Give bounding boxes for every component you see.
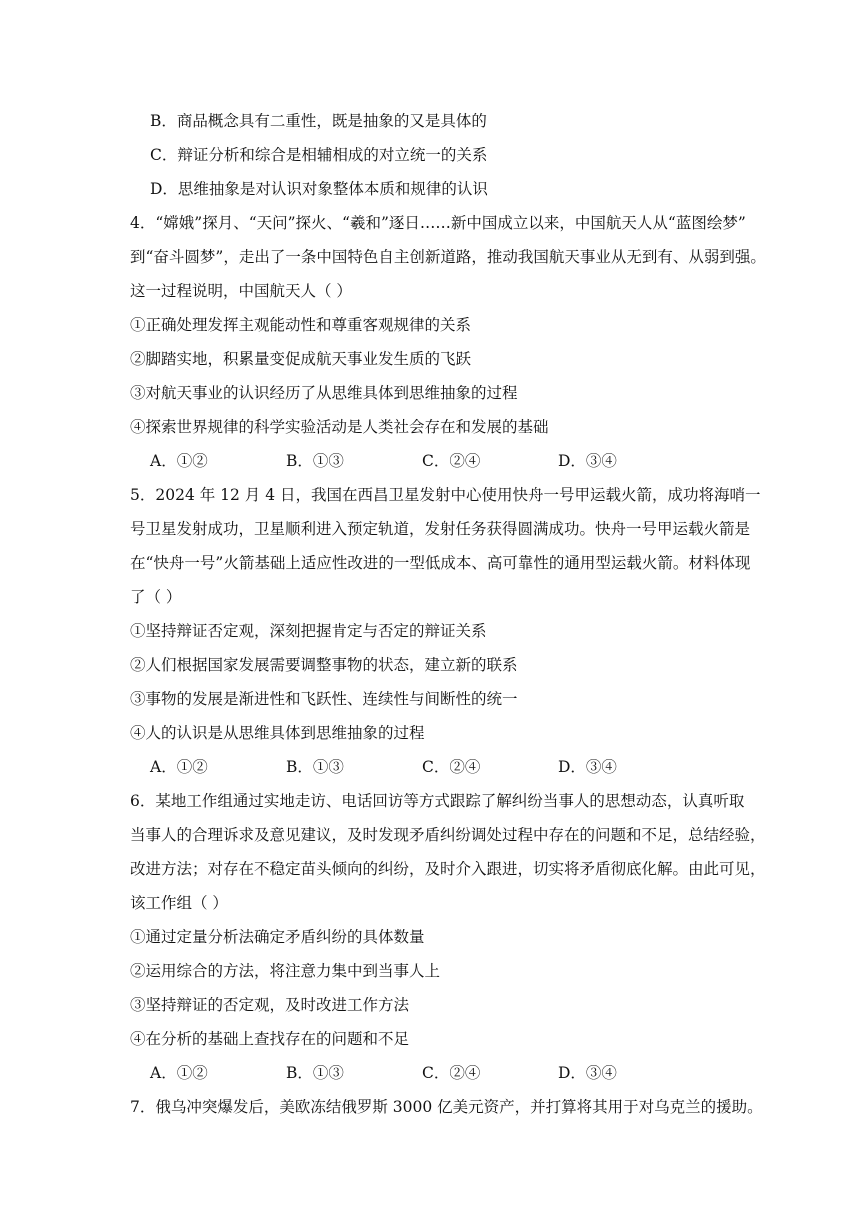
q4-statement: ①正确处理发挥主观能动性和尊重客观规律的关系 (130, 316, 472, 334)
q6-statement: ③坚持辩证的否定观，及时改进工作方法 (130, 996, 410, 1014)
q4-stem-line: 这一过程说明，中国航天人（ ） (130, 282, 352, 300)
q5-statement: ①坚持辩证否定观，深刻把握肯定与否定的辩证关系 (130, 622, 487, 640)
q6-stem-line: 改进方法；对存在不稳定苗头倾向的纠纷，及时介入跟进，切实将矛盾彻底化解。由此可见， (130, 860, 766, 878)
q3-option-c: C．辩证分析和综合是相辅相成的对立统一的关系 (150, 146, 488, 164)
q3-option-d: D．思维抽象是对认识对象整体本质和规律的认识 (150, 180, 488, 198)
q4-choice-c: C．②④ (422, 452, 481, 470)
q5-stem-line: 在“快舟一号”火箭基础上适应性改进的一型低成本、高可靠性的通用型运载火箭。材料体现 (130, 554, 751, 572)
q5-choice-c: C．②④ (422, 758, 481, 776)
q5-choices (150, 757, 694, 777)
q6-choice-a: A．①② (150, 1064, 208, 1082)
q4-choice-a: A．①② (150, 452, 208, 470)
q6-choice-c: C．②④ (422, 1064, 481, 1082)
q4-choice-b: B．①③ (286, 452, 344, 470)
q4-stem-line: 4．“嫦娥”探月、“天问”探火、“羲和”逐日……新中国成立以来，中国航天人从“蓝图绘梦” (130, 214, 746, 232)
q5-choice-b: B．①③ (286, 758, 344, 776)
q6-statement: ④在分析的基础上查找存在的问题和不足 (130, 1030, 410, 1048)
q3-option-b: B．商品概念具有二重性，既是抽象的又是具体的 (150, 112, 487, 130)
q6-choices (150, 1063, 694, 1083)
q4-statement: ④探索世界规律的科学实验活动是人类社会存在和发展的基础 (130, 418, 549, 436)
q7-stem-line: 7．俄乌冲突爆发后，美欧冻结俄罗斯 3000 亿美元资产，并打算将其用于对乌克兰的援助。 (130, 1098, 763, 1116)
q4-stem-line: 到“奋斗圆梦”，走出了一条中国特色自主创新道路，推动我国航天事业从无到有、从弱到强。 (130, 248, 766, 266)
q6-statement: ①通过定量分析法确定矛盾纠纷的具体数量 (130, 928, 425, 946)
q5-statement: ②人们根据国家发展需要调整事物的状态，建立新的联系 (130, 656, 518, 674)
q6-stem-line: 6．某地工作组通过实地走访、电话回访等方式跟踪了解纠纷当事人的思想动态，认真听取 (130, 792, 745, 810)
q6-choice-b: B．①③ (286, 1064, 344, 1082)
q6-choice-d: D．③④ (558, 1064, 617, 1082)
q6-stem-line: 该工作组（ ） (130, 894, 228, 912)
q5-stem-line: 了（ ） (130, 588, 182, 606)
q6-stem-line: 当事人的合理诉求及意见建议，及时发现矛盾纠纷调处过程中存在的问题和不足，总结经验， (130, 826, 766, 844)
q4-choices (150, 451, 694, 471)
q5-choice-a: A．①② (150, 758, 208, 776)
q5-stem-line: 号卫星发射成功，卫星顺利进入预定轨道，发射任务获得圆满成功。快舟一号甲运载火箭是 (130, 520, 751, 538)
q4-statement: ③对航天事业的认识经历了从思维具体到思维抽象的过程 (130, 384, 518, 402)
q5-statement: ③事物的发展是渐进性和飞跃性、连续性与间断性的统一 (130, 690, 518, 708)
q4-choice-d: D．③④ (558, 452, 617, 470)
q6-statement: ②运用综合的方法，将注意力集中到当事人上 (130, 962, 441, 980)
q4-statement: ②脚踏实地，积累量变促成航天事业发生质的飞跃 (130, 350, 472, 368)
q5-stem-line: 5．2024 年 12 月 4 日，我国在西昌卫星发射中心使用快舟一号甲运载火箭，成功将海哨一 (130, 486, 761, 504)
q5-statement: ④人的认识是从思维具体到思维抽象的过程 (130, 724, 425, 742)
q5-choice-d: D．③④ (558, 758, 617, 776)
